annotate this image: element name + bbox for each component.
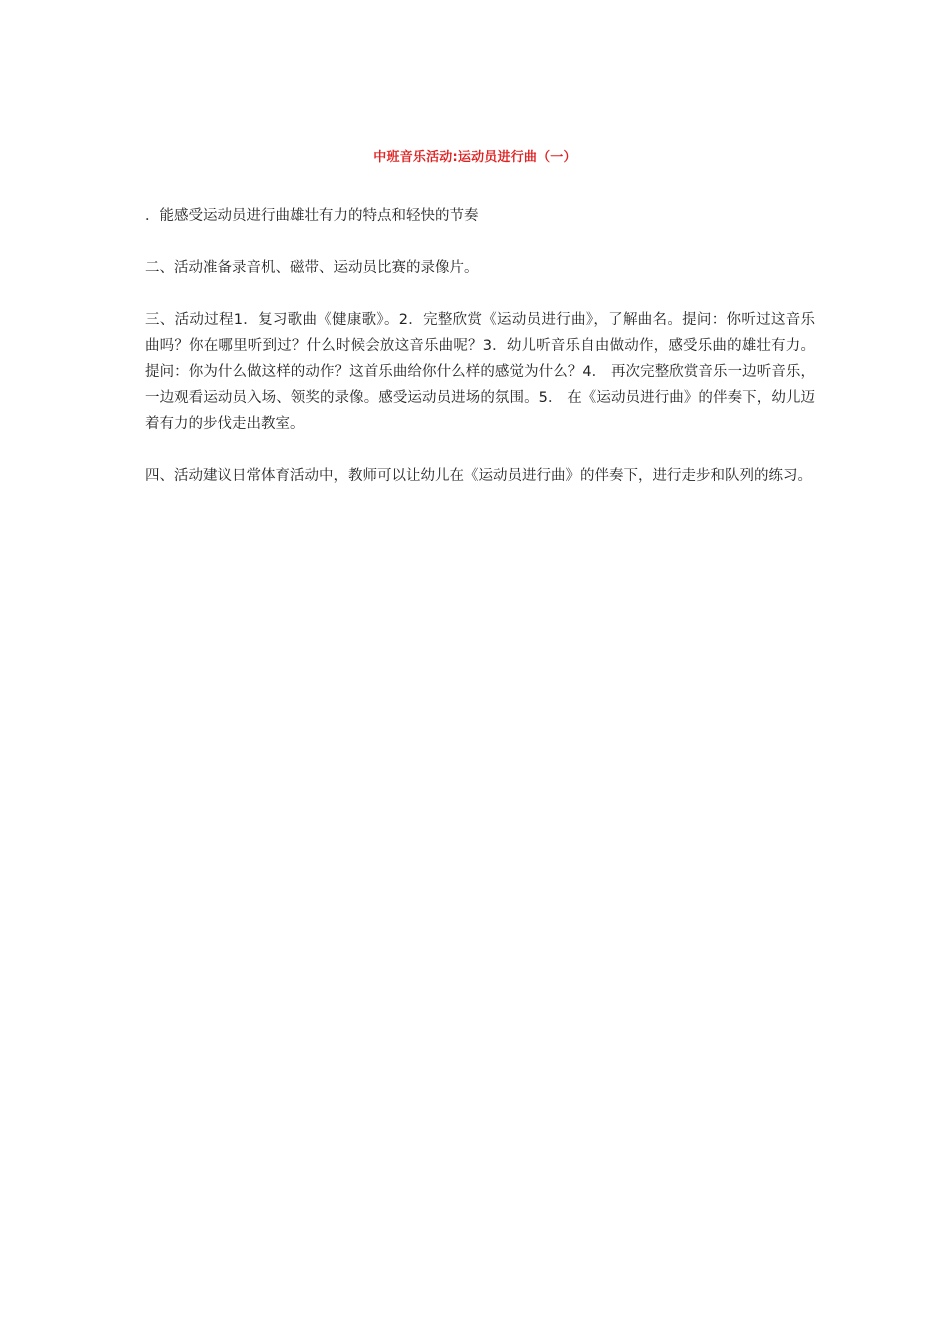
document-title: 中班音乐活动:运动员进行曲（一） — [373, 150, 577, 165]
document-body — [145, 203, 815, 515]
paragraph-suggestion: 四、活动建议日常体育活动中，教师可以让幼儿在《运动员进行曲》的伴奏下，进行走步和队列的练习。 — [145, 468, 812, 484]
paragraph-preparation: 二、活动准备录音机、磁带、运动员比赛的录像片。 — [145, 260, 479, 276]
paragraph-process: 三、活动过程1．复习歌曲《健康歌》。2．完整欣赏《运动员进行曲》，了解曲名。提问：你听过这音乐曲吗？你在哪里听到过？什么时候会放这音乐曲呢？3．幼儿听音乐自由做动作，感受乐曲的雄壮有力。提问：你为什么做这样的动作？这首乐曲给你什么样的感觉为什么？4． 再次完整欣赏音乐一边听音乐，一边观看运动员入场、领奖的录像。感受运动员进场的氛围。5． 在《运动员进行曲》的伴奏下，幼儿迈着有力的步伐走出教室。 — [145, 312, 815, 432]
paragraph-objective: ．能感受运动员进行曲雄壮有力的特点和轻快的节奏 — [145, 208, 479, 224]
